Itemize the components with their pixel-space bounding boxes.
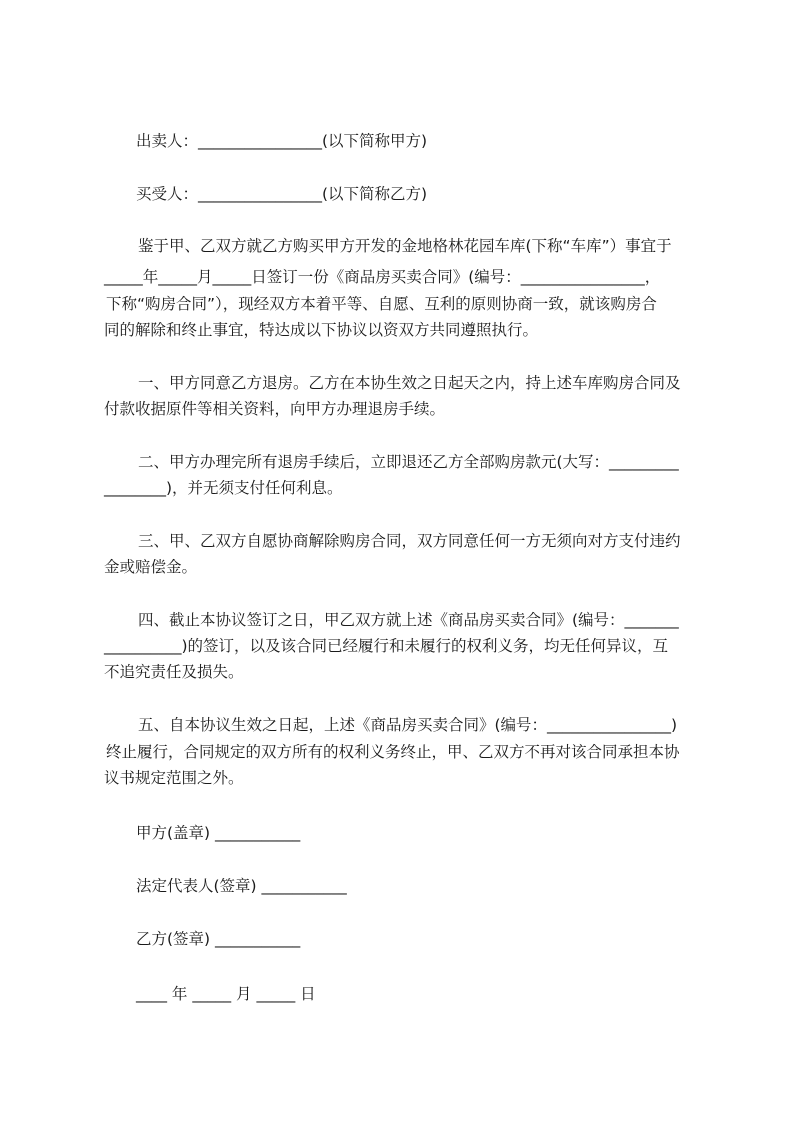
clause-4-line-1: 四、截止本协议签订之日，甲乙双方就上述《商品房买卖合同》(编号：_______ (138, 611, 679, 629)
seller-line: 出卖人：________________(以下简称甲方) (136, 132, 428, 150)
intro-line-4: 同的解除和终止事宜，特达成以下协议以资双方共同遵照执行。 (104, 321, 539, 339)
intro-line-1: 鉴于甲、乙双方就乙方购买甲方开发的金地格林花园车库(下称“车库”）事宜于 (138, 237, 672, 255)
clause-2-line-1: 二、甲方办理完所有退房手续后，立即退还乙方全部购房款元(大写：_________ (138, 453, 679, 471)
intro-line-3: 下称“购房合同”），现经双方本着平等、自愿、互利的原则协商一致，就该购房合 (106, 295, 657, 313)
clause-5-line-2: 终止履行，合同规定的双方所有的权利义务终止，甲、乙双方不再对该合同承担本协 (106, 743, 680, 761)
clause-3-line-1: 三、甲、乙双方自愿协商解除购房合同，双方同意任何一方无须向对方支付违约 (138, 532, 681, 550)
party-a-seal: 甲方(盖章) ___________ (136, 824, 301, 842)
clause-1-line-2: 付款收据原件等相关资料，向甲方办理退房手续。 (104, 400, 446, 418)
clause-3-line-2: 金或赔偿金。 (104, 558, 198, 576)
party-b-signature: 乙方(签章) ___________ (136, 930, 301, 948)
signing-date: ____ 年 _____ 月 _____ 日 (136, 985, 316, 1003)
clause-1-line-1: 一、甲方同意乙方退房。乙方在本协生效之日起天之内，持上述车库购房合同及 (138, 374, 681, 392)
clause-4-line-3: 不追究责任及损失。 (104, 663, 244, 681)
clause-5-line-1: 五、自本协议生效之日起，上述《商品房买卖合同》(编号：________________) (138, 716, 678, 734)
buyer-line: 买受人：________________(以下简称乙方) (136, 185, 428, 203)
clause-2-line-2: ________)，并无须支付任何利息。 (104, 479, 343, 497)
clause-4-line-2: __________)的签订，以及该合同已经履行和未履行的权利义务，均无任何异议，互 (104, 637, 669, 655)
intro-line-2: _____年_____月_____日签订一份《商品房买卖合同》(编号：________________， (104, 268, 661, 286)
clause-5-line-3: 议书规定范围之外。 (104, 769, 244, 787)
legal-rep-signature: 法定代表人(签章) ___________ (136, 877, 347, 895)
